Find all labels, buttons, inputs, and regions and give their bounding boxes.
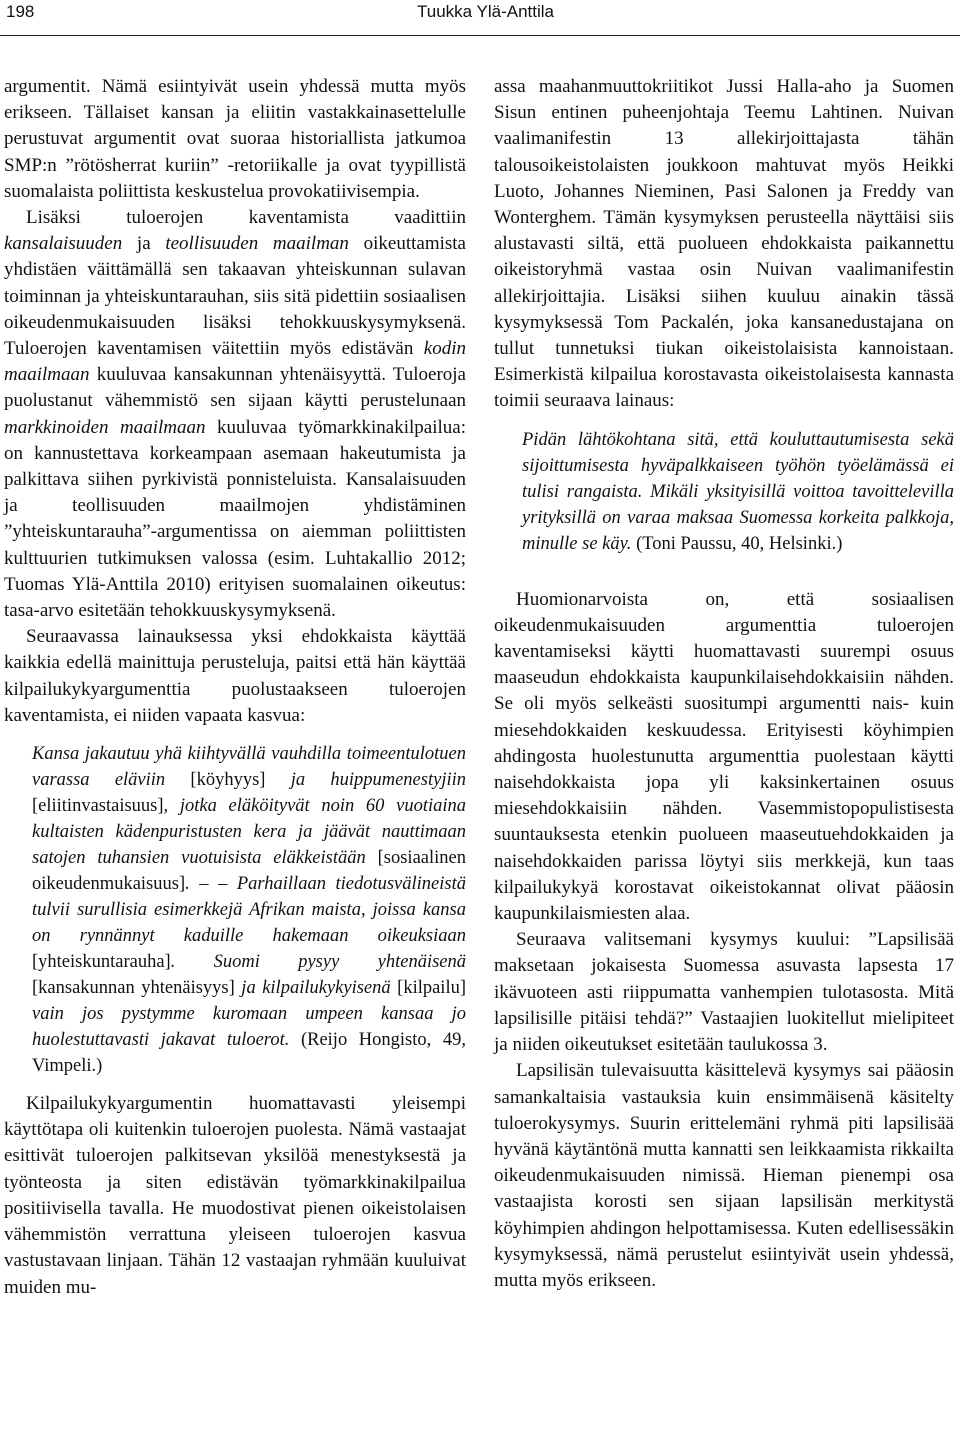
quote-text: . Suomi pysyy yhtenäisenä [170,952,466,973]
quote-text: . – – Parhaillaan tiedotusvälineistä tulvii surullisia esimerkkejä Afrikan maista, joissa kansa on rynnännyt kaduille hakemaan oikeuksiaan [32,874,466,947]
left-column [4,74,466,1301]
quote-tag: [sosiaalinen oikeudenmukaisuus] [32,848,466,895]
paragraph: Lapsilisän tulevaisuutta käsittelevä kysymys sai pääosin samankaltaisia vastauksia kuin ensimmäisenä käsitelty tuloerokysymys. Suurin erittelemäni ryhmä piti lapsilisää hyvänä käytäntönä mutta kannatti sen leikkaamista rikkailta oikeudenmukaisuuden nimissä. Hieman pienempi osa vastaajista korosti sen sijaan lapsilisän merkitystä köyhimpien ahdingon helpottamisessa. Kuten edellisessäkin kysymyksessä, nämä perustelut esiintyivät usein yhdessä, mutta myös erikseen. [494,1060,954,1291]
paragraph: Seuraavassa lainauksessa yksi ehdokkaista käyttää kaikkia edellä mainittuja perusteluja, paitsi että hän käyttää kilpailukykyargumenttia puolustaakseen tuloerojen kaventamista, ei niiden vapaata kasvua: [4,626,466,726]
quote-text: Kansa jakautuu yhä kiihtyvällä vauhdilla toimeentulotuen varassa eläviin [32,744,466,791]
quote-tag: [kilpailu] [397,978,466,999]
paragraph: Kilpailukykyargumentin huomattavasti yleisempi käyttötapa oli kuitenkin tuloerojen puolesta. Nämä vastaajat esittivät tuloerojen palkitsevan yksilöä menestyksestä ja työnteosta ja siten edistävän työmarkkinakilpailua positiivisella tavalla. He muodostivat pienen oikeistolaisen vähemmistön verrattuna yleiseen tuloerojen kasvua vastustavaan linjaan. Tähän 12 vastaajan ryhmään kuuluivat muiden mu- [4,1093,466,1298]
block-quote [32,741,466,1079]
running-head-author: Tuukka Ylä-Anttila [416,2,554,21]
quote-text: vain jos pystymme kuromaan umpeen kansaa jo huolestuttavasti jakavat tuloerot. [32,1004,466,1051]
quote-text: Pidän lähtökohtana sitä, että kouluttautumisesta sekä sijoittumisesta hyväpalkkaiseen työhön työelämässä ei tulisi rangaista. Mikäli yksityisillä voittoa tavoittelevilla yrityksillä on varaa maksaa Suomessa korkeita palkkoja, minulle se käy. [522,429,954,554]
block-quote [522,427,954,557]
text-run: Lisäksi tuloerojen kaventamista vaadittiin [26,207,466,229]
quote-tag: [eliitinvastaisuus] [32,796,164,817]
quote-tag: [yhteiskuntarauha] [32,952,171,973]
paragraph: Huomionarvoista on, että sosiaalisen oikeudenmukaisuuden argumenttia tuloerojen kaventamiseksi käytti huomattavasti suurempi osuus maaseudun ehdokkaista kaupunkilaisehdokkaisiin nähden. Se oli myös selkeästi suositumpi argumentti nais- kuin miesehdokkaiden keskuudessa. Erityisesti köyhimpien ahdingosta huolestunutta argumenttia puolestaan käytti naisehdokkaista jopa yli kaksinkertainen osuus miesehdokkaisiin nähden. Vasemmistopopulistisesta suuntauksesta etenkin puolueen maaseutuehdokkaiden ja naisehdokkaiden parissa löytyi siis merkkejä, kun taas kilpailukykyä korostavat oikeistokannat olivat pääosin kaupunkilaismiesten alaa. [494,588,954,925]
quote-source: (Reijo Hongisto, 49, Vimpeli.) [32,1030,466,1077]
text-run: oikeuttamista yhdistäen väittämällä sen takaavan yhteiskunnan sulavan toiminnan ja yhteiskuntarauhan, siis sitä pidettiin sosiaalisen oikeudenmukaisuuden lisäksi tehokkuuskysymyksenä. Tuloerojen kaventamisen väitettiin myös edistävän [4,233,466,360]
quote-text: ja huippumenestyjiin [265,770,466,791]
text-run: kuuluvaa työmarkkinakilpailua: on kannustettava korkeampaan asemaan hakeutumista ja palkittava siihen pyrkivistä ponnisteluista. Kansalaisuuden ja teollisuuden maailmojen yhdistäminen ”yhteiskuntarauha”-argumentissa on aiemman poliittisten kulttuurien tutkimuksen valossa (esim. Luhtakallio 2012; Tuomas Ylä-Anttila 2010) erityisen suomalainen oikeutus: tasa-arvo esitetään tehokkuuskysymyksenä. [4,416,466,622]
italic-term: kodin maailmaan [4,338,466,386]
quote-tag: [kansakunnan yhtenäisyys] [32,978,235,999]
quote-text: ja kilpailukykyisenä [234,978,398,999]
right-column [494,74,954,1294]
quote-tag: [köyhyys] [190,770,266,791]
page-number: 198 [6,2,35,21]
paragraph: argumentit. Nämä esiintyivät usein yhdessä mutta myös erikseen. Tällaiset kansan ja eliitin vastakkainasettelulle perustuvat argumentit ovat suoraa historiallista jatkumoa SMP:n ”rötösherrat kuriin” -retoriikalle ja ovat tyypillistä suomalaista poliittista keskustelua provokatiivisempia. [4,76,466,202]
paragraph: assa maahanmuuttokriitikot Jussi Halla-aho ja Suomen Sisun entinen puheenjohtaja Teemu Lahtinen. Nuivan vaalimanifestin 13 allekirjoittajasta tähän talousoikeistolaisten joukkoon mahtuvat myös Heikki Luoto, Johannes Nieminen, Pasi Salonen ja Freddy van Wonterghem. Tämän kysymyksen perusteella näyttäisi siis alustavasti siltä, että puolueen ehdokkaista paikannettu oikeistoryhmä vastaa osin Nuivan vaalimanifestin allekirjoittajia. Lisäksi siihen kuuluu ainakin tässä kysymyksessä Tom Packalén, joka kansanedustajana on tullut tunnetuksi tiukan oikeistolaisista kannoistaan. Esimerkistä kilpailua korostavasta oikeistolaisesta kannasta toimii seuraava lainaus: [494,76,954,412]
page-header [0,0,960,40]
paragraph: Seuraava valitsemani kysymys kuului: ”Lapsilisää maksetaan jokaisesta Suomessa asuvasta lapsesta 17 ikävuoteen asti riippumatta vanhempien tulotasosta. Mitä lapsilisille pitäisi tehdä?” Vastaajien luokitellut mielipiteet ja niiden oikeutukset esitetään taulukossa 3. [494,929,954,1056]
italic-term: teollisuuden maailman [165,233,349,255]
header-rule [0,35,960,36]
quote-text: , jotka eläköityvät noin 60 vuotiaina kultaisten kädenpuristusten kera ja jäävät nauttimaan satojen tuhansien vuotuisista eläkkeistään [32,796,466,869]
italic-term: markkinoiden maailmaan [4,416,206,438]
text-run: kuuluvaa kansakunnan yhtenäisyyttä. Tuloeroja puolustanut vähemmistö sen sijaan käytti perustelunaan [4,364,466,412]
italic-term: kansalaisuuden [4,233,123,255]
paragraph [4,205,466,624]
text-run: ja [122,233,166,255]
quote-source: (Toni Paussu, 40, Helsinki.) [631,533,843,554]
